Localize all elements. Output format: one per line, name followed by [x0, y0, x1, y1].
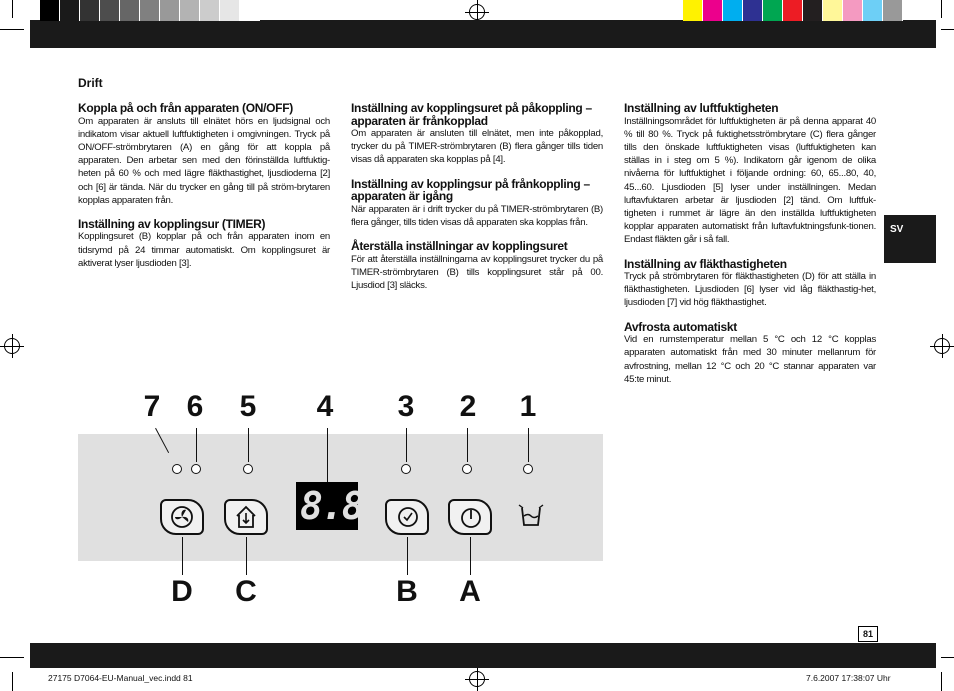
leader-line [327, 428, 328, 482]
section-title: Inställning av kopplingsuret på påkoppling – apparaten är frånkopplad [351, 101, 592, 128]
color-swatch [200, 0, 220, 21]
crop-mark [0, 657, 24, 658]
color-swatch [140, 0, 160, 21]
callout-7: 7 [143, 390, 161, 423]
color-swatch [703, 0, 723, 21]
leader-line [246, 537, 247, 575]
color-swatch [160, 0, 180, 21]
footer-timestamp: 7.6.2007 17:38:07 Uhr [806, 673, 891, 683]
column-1 [78, 102, 330, 281]
humidity-button[interactable] [224, 499, 268, 535]
section-title: Inställning av kopplingsur på frånkoppling – apparaten är igång [351, 176, 590, 204]
section-fan-speed [624, 258, 876, 310]
page-number: 81 [858, 626, 878, 642]
section-timer [78, 218, 330, 270]
section-text: Tryck på strömbrytaren för fläkthastigheten (D) för att ställa in fläkthastigheten. Ljusdioden [6] lyser vid låg fläkthastig-het, ljusdioden [7] vid hög fläkthastighet. [624, 271, 876, 309]
leader-line [470, 537, 471, 575]
color-swatch [723, 0, 743, 21]
section-text: När apparaten är i drift trycker du på TIMER-strömbrytaren (B) flera gånger, tills tiden visas då apparaten ska kopplas från. [351, 203, 603, 228]
color-swatch [763, 0, 783, 21]
section-title: Inställning av luftfuktigheten [624, 101, 779, 115]
header-bar [30, 20, 936, 48]
section-timer-on [351, 102, 603, 167]
leader-line [406, 428, 407, 462]
section-title: Avfrosta automatiskt [624, 319, 737, 334]
language-tab-label: SV [890, 224, 904, 235]
led-2 [462, 464, 472, 474]
crop-mark [941, 0, 942, 18]
footer-file-info: 27175 D7064-EU-Manual_vec.indd 81 [48, 673, 193, 683]
callout-1: 1 [519, 390, 537, 423]
registration-mark-icon [469, 671, 485, 687]
gray-swatch-strip [40, 0, 260, 21]
led-6 [191, 464, 201, 474]
timer-button[interactable] [385, 499, 429, 535]
power-button[interactable] [448, 499, 492, 535]
leader-line [467, 428, 468, 462]
callout-3: 3 [397, 390, 415, 423]
fan-speed-button[interactable] [160, 499, 204, 535]
color-swatch [843, 0, 863, 21]
led-5 [243, 464, 253, 474]
leader-line [248, 428, 249, 462]
callout-c: C [235, 575, 257, 608]
clock-icon [387, 501, 427, 533]
color-swatch-strip [683, 0, 903, 21]
crop-mark [0, 29, 24, 30]
color-swatch [120, 0, 140, 21]
section-title: Inställning av fläkthastigheten [624, 256, 787, 271]
leader-line [196, 428, 197, 462]
section-defrost [624, 321, 876, 386]
section-humidity [624, 102, 876, 247]
display-digits: 8.8. [300, 484, 384, 528]
led-7 [172, 464, 182, 474]
section-timer-off [351, 178, 603, 229]
registration-mark-icon [4, 338, 20, 354]
digital-display [296, 482, 384, 530]
section-text: Om apparaten är ansluts till elnätet hörs en ljudsignal och indikatom visar aktuell luftfuktigheten i omgivningen. Tryck på ON/OFF-strömbrytaren (A) en gång för att koppla på apparaten. Den arbetar sen med den förinställda luftfuktig-heten på 60 % och med lägre fläkthastighet, ljusdioderna [2] och [6] är tända. När du trycker en gång till på ström-brytaren kopplas apparaten från. [78, 115, 330, 206]
leader-line [407, 537, 408, 575]
callout-a: A [459, 575, 481, 608]
color-swatch [683, 0, 703, 21]
callout-5: 5 [239, 390, 257, 423]
section-text: För att återställa inställningarna av kopplingsuret trycker du på TIMER-strömbrytaren (B) tills kopplingsuret står på 00. Ljusdiod [3] släcks. [351, 253, 603, 291]
color-swatch [220, 0, 240, 21]
section-title: Återställa inställningar av kopplingsuret [351, 239, 568, 254]
registration-mark-icon [469, 4, 485, 20]
color-swatch [863, 0, 883, 21]
callout-6: 6 [186, 390, 204, 423]
column-2 [351, 102, 603, 303]
humidity-home-icon [226, 501, 266, 533]
registration-mark-icon [934, 338, 950, 354]
leader-line [528, 428, 529, 462]
section-text: Kopplingsuret (B) kopplar på och från apparaten inom en tidsrymd på 24 timmar automatiskt. Om kopplingsuret är aktiverat lyser ljusdioden [3]. [78, 231, 330, 269]
color-swatch [80, 0, 100, 21]
callout-d: D [171, 575, 193, 608]
section-text: Vid en rumstemperatur mellan 5 °C och 12 °C kopplas apparaten automatiskt från med 30 minuter mellanrum för avfrostning, mellan 12 °C och 20 °C stannar apparaten var 45:te minut. [624, 334, 876, 385]
power-icon [450, 501, 490, 533]
color-swatch [783, 0, 803, 21]
crop-mark [941, 29, 954, 30]
led-1 [523, 464, 533, 474]
crop-mark [941, 657, 954, 658]
footer-bar [30, 643, 936, 668]
callout-4: 4 [316, 390, 334, 423]
section-text: Inställningsområdet för luftfuktigheten är på denna apparat 40 % till 80 %. Tryck på fuktighetsströmbrytare (C) flera gånger tills den önskade luftfuktigheten visas (luftfuktigheten kan ställas in i steg om 5 %). Indikatorn går igenom de olika nivåerna för luftfuktighet i följande ordning: 60, 65...80, 40, 45...60. Ljusdioden [5] lyser under inställningen. Medan luftavfuktaren arbetar är ljusdioden [2] tänd. Om luftfuk-tigheten i rummet är lägre än den inställda luftfuktigheten kopplar apparaten automatiskt från luftavfuktningsfunk-tionen. Endast fläkten går i så fall. [624, 115, 876, 246]
color-swatch [743, 0, 763, 21]
color-swatch [803, 0, 823, 21]
color-swatch [240, 0, 260, 21]
leader-line [182, 537, 183, 575]
color-swatch [60, 0, 80, 21]
color-swatch [100, 0, 120, 21]
crop-mark [941, 672, 942, 691]
section-text: Om apparaten är ansluten till elnätet, men inte påkopplad, trycker du på TIMER-strömbrytaren (B) flera gånger tills tiden visas då apparaten ska kopplas på [4]. [351, 128, 603, 166]
color-swatch [883, 0, 903, 21]
color-swatch [823, 0, 843, 21]
language-tab [884, 215, 936, 263]
color-swatch [40, 0, 60, 21]
crop-mark [12, 672, 13, 691]
water-tank-icon [515, 501, 547, 529]
callout-b: B [396, 575, 418, 608]
led-3 [401, 464, 411, 474]
crop-mark [12, 0, 13, 18]
section-title: Inställning av kopplingsur (TIMER) [78, 216, 266, 231]
fan-icon [162, 501, 202, 533]
color-swatch [180, 0, 200, 21]
section-timer-reset [351, 240, 603, 292]
section-on-off [78, 102, 330, 207]
section-title: Koppla på och från apparaten (ON/OFF) [78, 101, 293, 115]
column-3 [624, 102, 876, 397]
callout-2: 2 [459, 390, 477, 423]
section-label: Drift [78, 76, 103, 90]
